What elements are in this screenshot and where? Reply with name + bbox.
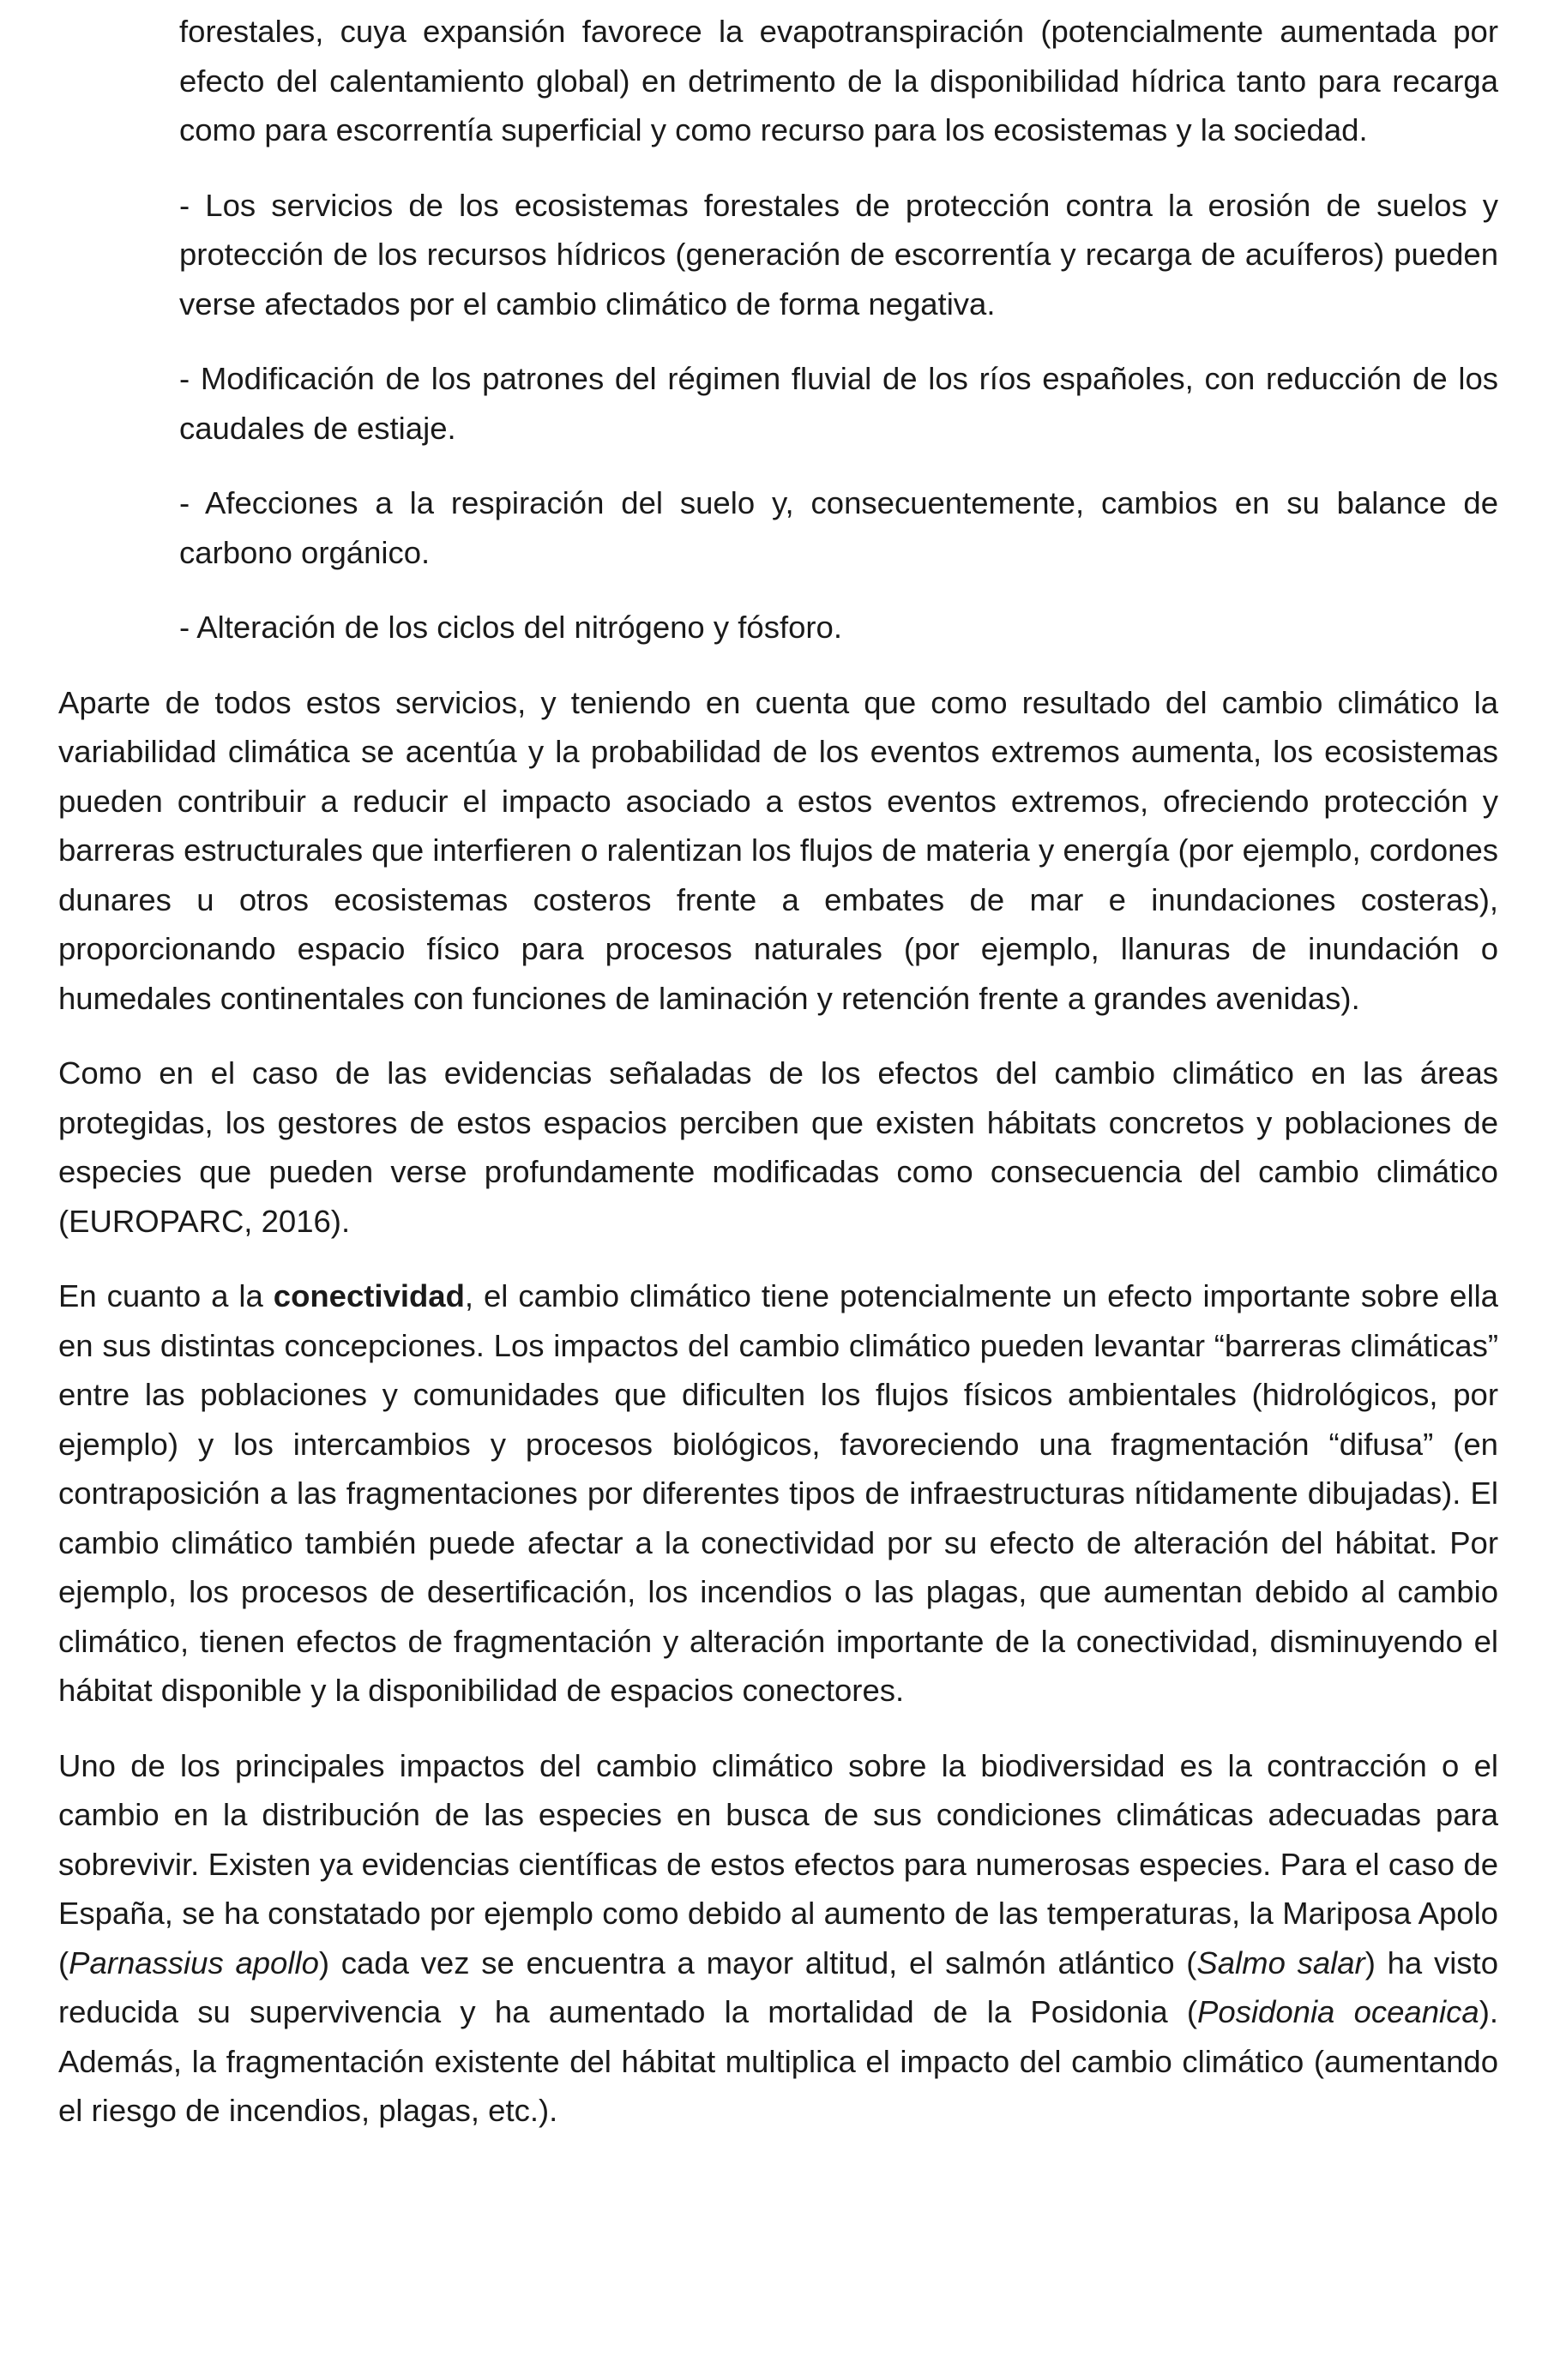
intro-paragraph: forestales, cuya expansión favorece la evapotranspiración (potencialmente aumentada por efecto del calentamiento global) en detrimento de la disponibilidad hídrica tanto para recarga como para escorrentía superficial y como recurso para los ecosistemas y la sociedad. bbox=[179, 14, 1498, 147]
bullet-item-nutrient-cycles: - Alteración de los ciclos del nitrógeno y fósforo. bbox=[179, 610, 842, 645]
species-text-4: ). Además, la fragmentación existente del hábitat multiplica el impacto del cambio climático (aumentando el riesgo de incendios, plagas, etc.). bbox=[58, 1994, 1498, 2128]
species-text-3: ) ha visto reducida su supervivencia y ha aumentado la mortalidad de la Posidonia ( bbox=[58, 1944, 1498, 2029]
bullet-item-fluvial-regime: - Modificación de los patrones del régimen fluvial de los ríos españoles, con reducción de los caudales de estiaje. bbox=[179, 361, 1498, 446]
bullet-item-ecosystem-services: - Los servicios de los ecosistemas forestales de protección contra la erosión de suelos y protección de los recursos hídricos (generación de escorrentía y recarga de acuíferos) pueden verse afectados por el cambio climático de forma negativa. bbox=[179, 187, 1498, 322]
species-text-2: ) cada vez se encuentra a mayor altitud, el salmón atlántico ( bbox=[318, 1944, 1197, 1980]
species-text-1: Uno de los principales impactos del cambio climático sobre la biodiversidad es la contracción o el cambio en la distribución de las especies en busca de sus condiciones climáticas adecuadas para sobrevivir. Existen ya evidencias científicas de estos efectos para numerosas especies. Para el caso de España, se ha constatado por ejemplo como debido al aumento de las temperaturas, la Mariposa Apolo ( bbox=[58, 1747, 1498, 1980]
species-name-posidonia: Posidonia oceanica bbox=[1197, 1994, 1479, 2029]
connectivity-rest-text: , el cambio climático tiene potencialmente un efecto importante sobre ella en sus distintas concepciones. Los impactos del cambio climático pueden levantar “barreras climáticas” entre las poblaciones y comunidades que dificulten los flujos físicos ambientales (hidrológicos, por ejemplo) y los intercambios y procesos biológicos, favoreciendo una fragmentación “difusa” (en contraposición a las fragmentaciones por diferentes tipos de infraestructuras nítidamente dibujadas). El cambio climático también puede afectar a la conectividad por su efecto de alteración del hábitat. Por ejemplo, los procesos de desertificación, los incendios o las plagas, que aumentan debido al cambio climático, tienen efectos de fragmentación y alteración importante de la conectividad, disminuyendo el hábitat disponible y la disponibilidad de espacios conectores. bbox=[58, 1278, 1498, 1708]
species-name-parnassius: Parnassius apollo bbox=[69, 1944, 319, 1980]
species-name-salmo: Salmo salar bbox=[1196, 1944, 1365, 1980]
bullet-item-soil-respiration: - Afecciones a la respiración del suelo y, consecuentemente, cambios en su balance de carbono orgánico. bbox=[179, 485, 1498, 570]
paragraph-species-distribution bbox=[58, 1741, 1498, 2136]
paragraph-extreme-events: Aparte de todos estos servicios, y teniendo en cuenta que como resultado del cambio climático la variabilidad climática se acentúa y la probabilidad de los eventos extremos aumenta, los ecosistemas pueden contribuir a reducir el impacto asociado a estos eventos extremos, ofreciendo protección y barreras estructurales que interfieren o ralentizan los flujos de materia y energía (por ejemplo, cordones dunares u otros ecosistemas costeros frente a embates de mar e inundaciones costeras), proporcionando espacio físico para procesos naturales (por ejemplo, llanuras de inundación o humedales continentales con funciones de laminación y retención frente a grandes avenidas). bbox=[58, 684, 1498, 1016]
connectivity-lead-text: En cuanto a la bbox=[58, 1278, 274, 1313]
connectivity-bold-term: conectividad bbox=[273, 1278, 465, 1313]
paragraph-protected-areas: Como en el caso de las evidencias señaladas de los efectos del cambio climático en las áreas protegidas, los gestores de estos espacios perciben que existen hábitats concretos y poblaciones de especies que pueden verse profundamente modificadas como consecuencia del cambio climático (EUROPARC, 2016). bbox=[58, 1055, 1498, 1239]
paragraph-connectivity bbox=[58, 1271, 1498, 1716]
